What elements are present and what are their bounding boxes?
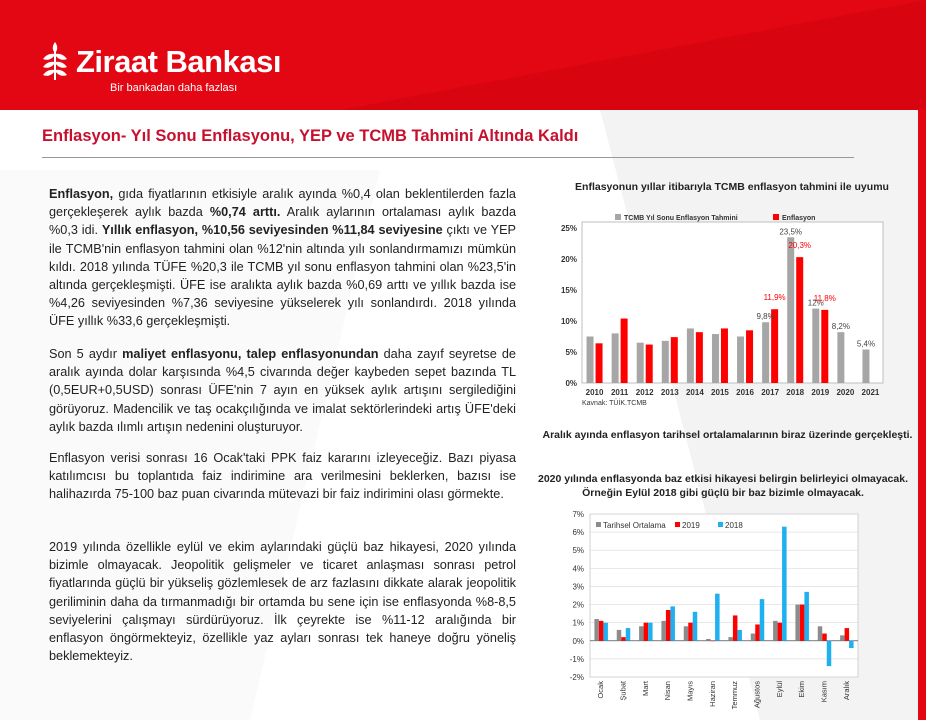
- chart1-bar-tcmb: [587, 337, 594, 384]
- chart2-bar-avg: [594, 619, 599, 641]
- chart2-bar-2018: [827, 641, 832, 666]
- chart1-ytick-label: 0%: [565, 379, 577, 388]
- chart-inflation-vs-tcmb: [545, 208, 885, 416]
- chart1-xtick-label: 2010: [585, 388, 604, 397]
- chart2-xtick-label: Ocak: [596, 681, 606, 699]
- chart2-xtick-label: Aralık: [841, 681, 851, 701]
- chart1-bar-inflation: [821, 310, 828, 383]
- paragraph-4: 2019 yılında özellikle eylül ve ekim aylarındaki güçlü baz hikayesi, 2020 yılında bizimle olmayacak. Jeopolitik gelişmeler ve ticaret anlaşması sonrası petrol fiyatlarında güçlü bir yükseliş gözlemlesek de arz fazlasını dikkate alarak jeopolitik geriliminin daha da tırmanmadığı bir ortamda bu sene için ise enflasyonda %8-8,5 seviyelerini çalışmayı sürdürüyoruz. İlk çeyrekte ise %11-12 aralığında bir enflasyon öngörmekteyiz, özellikle yaz ayları sonrası tek haneye doğru yöneliş beklemekteyiz.: [49, 540, 516, 664]
- chart2-bar-2019: [621, 637, 626, 641]
- title-divider: [42, 157, 854, 158]
- chart1-bar-inflation: [671, 337, 678, 383]
- chart2-title: 2020 yılında enflasyonda baz etkisi hikayesi belirgin belirleyici olmayacak. Örneğin Eylül 2018 gibi güçlü bir baz bizimle olmayacak.: [537, 473, 908, 499]
- chart2-bar-avg: [773, 621, 778, 641]
- chart-monthly-inflation: [540, 503, 870, 720]
- chart1-legend-label-inflation: Enflasyon: [782, 215, 816, 222]
- paragraph-3: Enflasyon verisi sonrası 16 Ocak'taki PPK faiz kararını izleyeceğiz. Bazı piyasa katılımcısı bu toplantıda faiz indirimine ara verilmesini beklerken, bazısı ise halihazırda 75-100 baz puan civarında mütevazi bir faiz indirimini olası görmekte.: [49, 451, 516, 502]
- chart1-legend-label-tcmb: TCMB Yıl Sonu Enflasyon Tahmini: [624, 215, 738, 222]
- p1-text-1: gıda fiyatlarının etkisiyle aralık ayında %0,4 olan beklentilerden fazla gerçekleşerek aylık bazda: [49, 187, 516, 220]
- chart1-data-label-gray: 23,5%: [779, 227, 803, 237]
- chart1-bar-inflation: [721, 328, 728, 383]
- chart2-legend-swatch-avg: [596, 522, 601, 527]
- chart2-ytick-label: 5%: [572, 546, 584, 556]
- chart2-bar-2019: [599, 621, 604, 641]
- chart2-bar-avg: [661, 621, 666, 641]
- chart2-bar-2019: [688, 623, 693, 641]
- chart1-xtick-label: 2017: [761, 388, 780, 397]
- chart1-bar-tcmb: [837, 332, 844, 383]
- chart1-legend-swatch-inflation: [773, 214, 779, 220]
- p2-text-2: daha zayıf seyretse de aralık ayında dolar karşısında %4,5 civarında değer kaybeden sepet bazında TL (0,5EUR+0,5USD) sonrası ÜFE'nin 7 ayın en yüksek aylık artışını sergilediğini görüyoruz. Madencilik ve taş ocakçılığında ve imalat sektörlerindeki artış ÜFE'deki aylık bazda ılımlı artışın nedenini oluşturuyor.: [49, 347, 516, 434]
- chart2-bar-2018: [648, 623, 653, 641]
- chart2-bar-2019: [822, 634, 827, 641]
- chart1-xtick-label: 2015: [711, 388, 729, 397]
- chart1-bar-inflation: [746, 330, 753, 383]
- chart2-bar-2019: [644, 623, 649, 641]
- page-title: Enflasyon- Yıl Sonu Enflasyonu, YEP ve TCMB Tahmini Altında Kaldı: [42, 127, 579, 145]
- chart2-ytick-label: 6%: [572, 528, 584, 538]
- chart2-ytick-label: -1%: [569, 654, 584, 664]
- chart2-legend-swatch-2019: [675, 522, 680, 527]
- chart2-ytick-label: -2%: [569, 673, 584, 682]
- chart2-bar-avg: [818, 626, 823, 640]
- chart2-xtick-label: Temmuz: [730, 681, 740, 710]
- chart2-bar-2018: [849, 641, 854, 648]
- chart2-legend-label-2018: 2018: [725, 521, 743, 530]
- chart1-ytick-label: 20%: [560, 255, 577, 264]
- chart1-ytick-label: 25%: [560, 224, 577, 233]
- chart2-bar-2018: [626, 628, 631, 641]
- chart1-xtick-label: 2012: [635, 388, 654, 397]
- chart1-bar-tcmb: [637, 343, 644, 383]
- chart2-bar-2019: [733, 615, 738, 640]
- chart1-bar-tcmb: [862, 350, 869, 383]
- chart2-bar-avg: [751, 634, 756, 641]
- chart2-bar-2018: [804, 592, 809, 641]
- p1-bold-2: %0,74 arttı.: [209, 205, 281, 220]
- chart1-xtick-label: 2014: [685, 388, 704, 397]
- chart2-xtick-label: Mart: [640, 681, 650, 696]
- chart1-ytick-label: 5%: [565, 348, 577, 357]
- p1-text-2: Aralık aylarının ortalaması aylık bazda %0,3 idi.: [49, 205, 517, 238]
- chart2-xtick-label: Haziran: [707, 681, 717, 707]
- chart1-bar-tcmb: [662, 341, 669, 383]
- chart2-ytick-label: 7%: [572, 510, 584, 519]
- bank-tagline: Bir bankadan daha fazlası: [110, 82, 238, 94]
- chart2-xtick-label: Nisan: [663, 681, 673, 701]
- chart1-bar-tcmb: [712, 334, 719, 383]
- paragraph-2: [49, 345, 516, 436]
- chart2-legend-swatch-2018: [718, 522, 723, 527]
- chart2-xtick-label: Ekim: [797, 681, 807, 698]
- chart2-bar-avg: [684, 626, 689, 640]
- p2-bold-1: maliyet enflasyonu, talep enflasyonundan: [122, 347, 379, 361]
- p1-text-3: çıktı ve YEP ile TCMB'nin enflasyon tahmini olan %12'nin altında yılı sonlandırmamızı mümkün kıldı. 2018 yılında TÜFE %20,3 ile TCMB yıl sonu enflasyon tahmini olan %23,5'in altında gerçekleşmişti. ÜFE ise aralıkta aylık bazda %0,69 arttı ve yıllık bazda ise %4,26 seviyesinden %7,36 seviyesine yükselerek yılı sonlandırdı. 2018 yılında ÜFE yıllık %33,6 gerçekleşmişti.: [49, 223, 516, 329]
- chart1-title: Enflasyonun yıllar itibarıyla TCMB enflasyon tahmini ile uyumu: [575, 181, 889, 193]
- chart1-xtick-label: 2016: [736, 388, 754, 397]
- chart2-bar-2018: [715, 594, 720, 641]
- chart1-bar-inflation: [621, 319, 628, 383]
- chart1-bar-tcmb: [687, 328, 694, 383]
- chart2-bar-2018: [760, 599, 765, 641]
- chart1-data-label-red: 20,3%: [788, 241, 812, 251]
- paragraph-1: [49, 185, 516, 331]
- chart2-bar-2018: [693, 612, 698, 641]
- chart2-xtick-label: Kasım: [819, 681, 829, 703]
- chart1-bar-tcmb: [612, 333, 619, 383]
- chart2-bar-2019: [800, 605, 805, 641]
- chart2-bar-avg: [840, 635, 845, 640]
- chart1-xtick-label: 2013: [660, 388, 679, 397]
- chart2-xtick-label: Mayıs: [685, 681, 695, 702]
- chart1-ytick-label: 10%: [560, 317, 577, 326]
- chart1-bar-tcmb: [737, 337, 744, 384]
- chart1-source: Kavnak: TÜİK.TCMB: [582, 400, 647, 407]
- chart1-data-label-red: 11,8%: [813, 293, 836, 303]
- chart2-ytick-label: 0%: [572, 636, 584, 646]
- chart1-bar-tcmb: [787, 237, 794, 383]
- chart2-bar-2018: [782, 527, 787, 641]
- right-edge-band: [918, 110, 926, 720]
- chart1-xtick-label: 2018: [786, 388, 805, 397]
- p2-text-1: Son 5 aydır: [49, 347, 123, 361]
- wheat-logo-icon: [40, 40, 70, 82]
- chart2-ytick-label: 4%: [572, 564, 584, 574]
- chart1-xtick-label: 2011: [610, 388, 629, 397]
- p1-bold-3: Yıllık enflasyon, %10,56 seviyesinden %11,84 seviyesine: [101, 223, 443, 238]
- chart2-bar-avg: [728, 637, 733, 641]
- chart2-ytick-label: 2%: [572, 600, 584, 610]
- chart2-xtick-label: Eylül: [774, 681, 784, 698]
- chart2-legend-label-2019: 2019: [682, 521, 700, 530]
- chart2-bar-2018: [737, 630, 742, 641]
- chart1-xtick-label: 2020: [836, 388, 855, 397]
- chart2-ytick-label: 1%: [572, 618, 584, 628]
- chart1-bar-inflation: [796, 257, 803, 383]
- chart1-xtick-label: 2021: [861, 388, 880, 397]
- chart1-ytick-label: 15%: [560, 286, 577, 295]
- chart2-bar-2018: [603, 623, 608, 641]
- p1-bold-1: Enflasyon,: [49, 187, 114, 201]
- chart2-bar-avg: [639, 626, 644, 640]
- chart2-bar-avg: [795, 605, 800, 641]
- chart1-bar-tcmb: [812, 309, 819, 383]
- chart1-data-label-gray: 5,4%: [856, 339, 876, 349]
- chart2-legend-label-avg: Tarihsel Ortalama: [603, 521, 666, 530]
- chart2-bar-avg: [706, 639, 711, 641]
- chart2-bar-2019: [778, 623, 783, 641]
- chart1-data-label-gray: 8,2%: [831, 322, 850, 332]
- chart2-bar-2019: [845, 628, 850, 641]
- chart2-bar-2019: [755, 624, 760, 640]
- chart2-bar-avg: [617, 630, 622, 641]
- chart2-ytick-label: 3%: [572, 582, 584, 592]
- chart2-plot-frame: [590, 514, 858, 677]
- chart1-bar-inflation: [596, 343, 603, 383]
- chart1-data-label-gray: 9,8%: [756, 312, 775, 322]
- bank-name: Ziraat Bankası: [76, 44, 281, 79]
- chart2-bar-2018: [670, 606, 675, 640]
- chart1-data-label-red: 11,9%: [763, 293, 786, 303]
- chart1-bar-tcmb: [762, 322, 769, 383]
- chart1-data-label-gray: 12%: [807, 298, 824, 308]
- chart2-xtick-label: Ağustos: [752, 681, 762, 709]
- chart1-bar-inflation: [696, 332, 703, 383]
- chart2-bar-2019: [666, 610, 670, 641]
- chart2-xtick-label: Şubat: [618, 681, 628, 701]
- chart1-legend-swatch-tcmb: [615, 214, 621, 220]
- chart2-caption: Aralık ayında enflasyon tarihsel ortalamalarının biraz üzerinde gerçekleşti.: [542, 429, 913, 441]
- chart1-xtick-label: 2019: [811, 388, 830, 397]
- header-band: [0, 0, 926, 110]
- chart1-bar-inflation: [646, 345, 653, 383]
